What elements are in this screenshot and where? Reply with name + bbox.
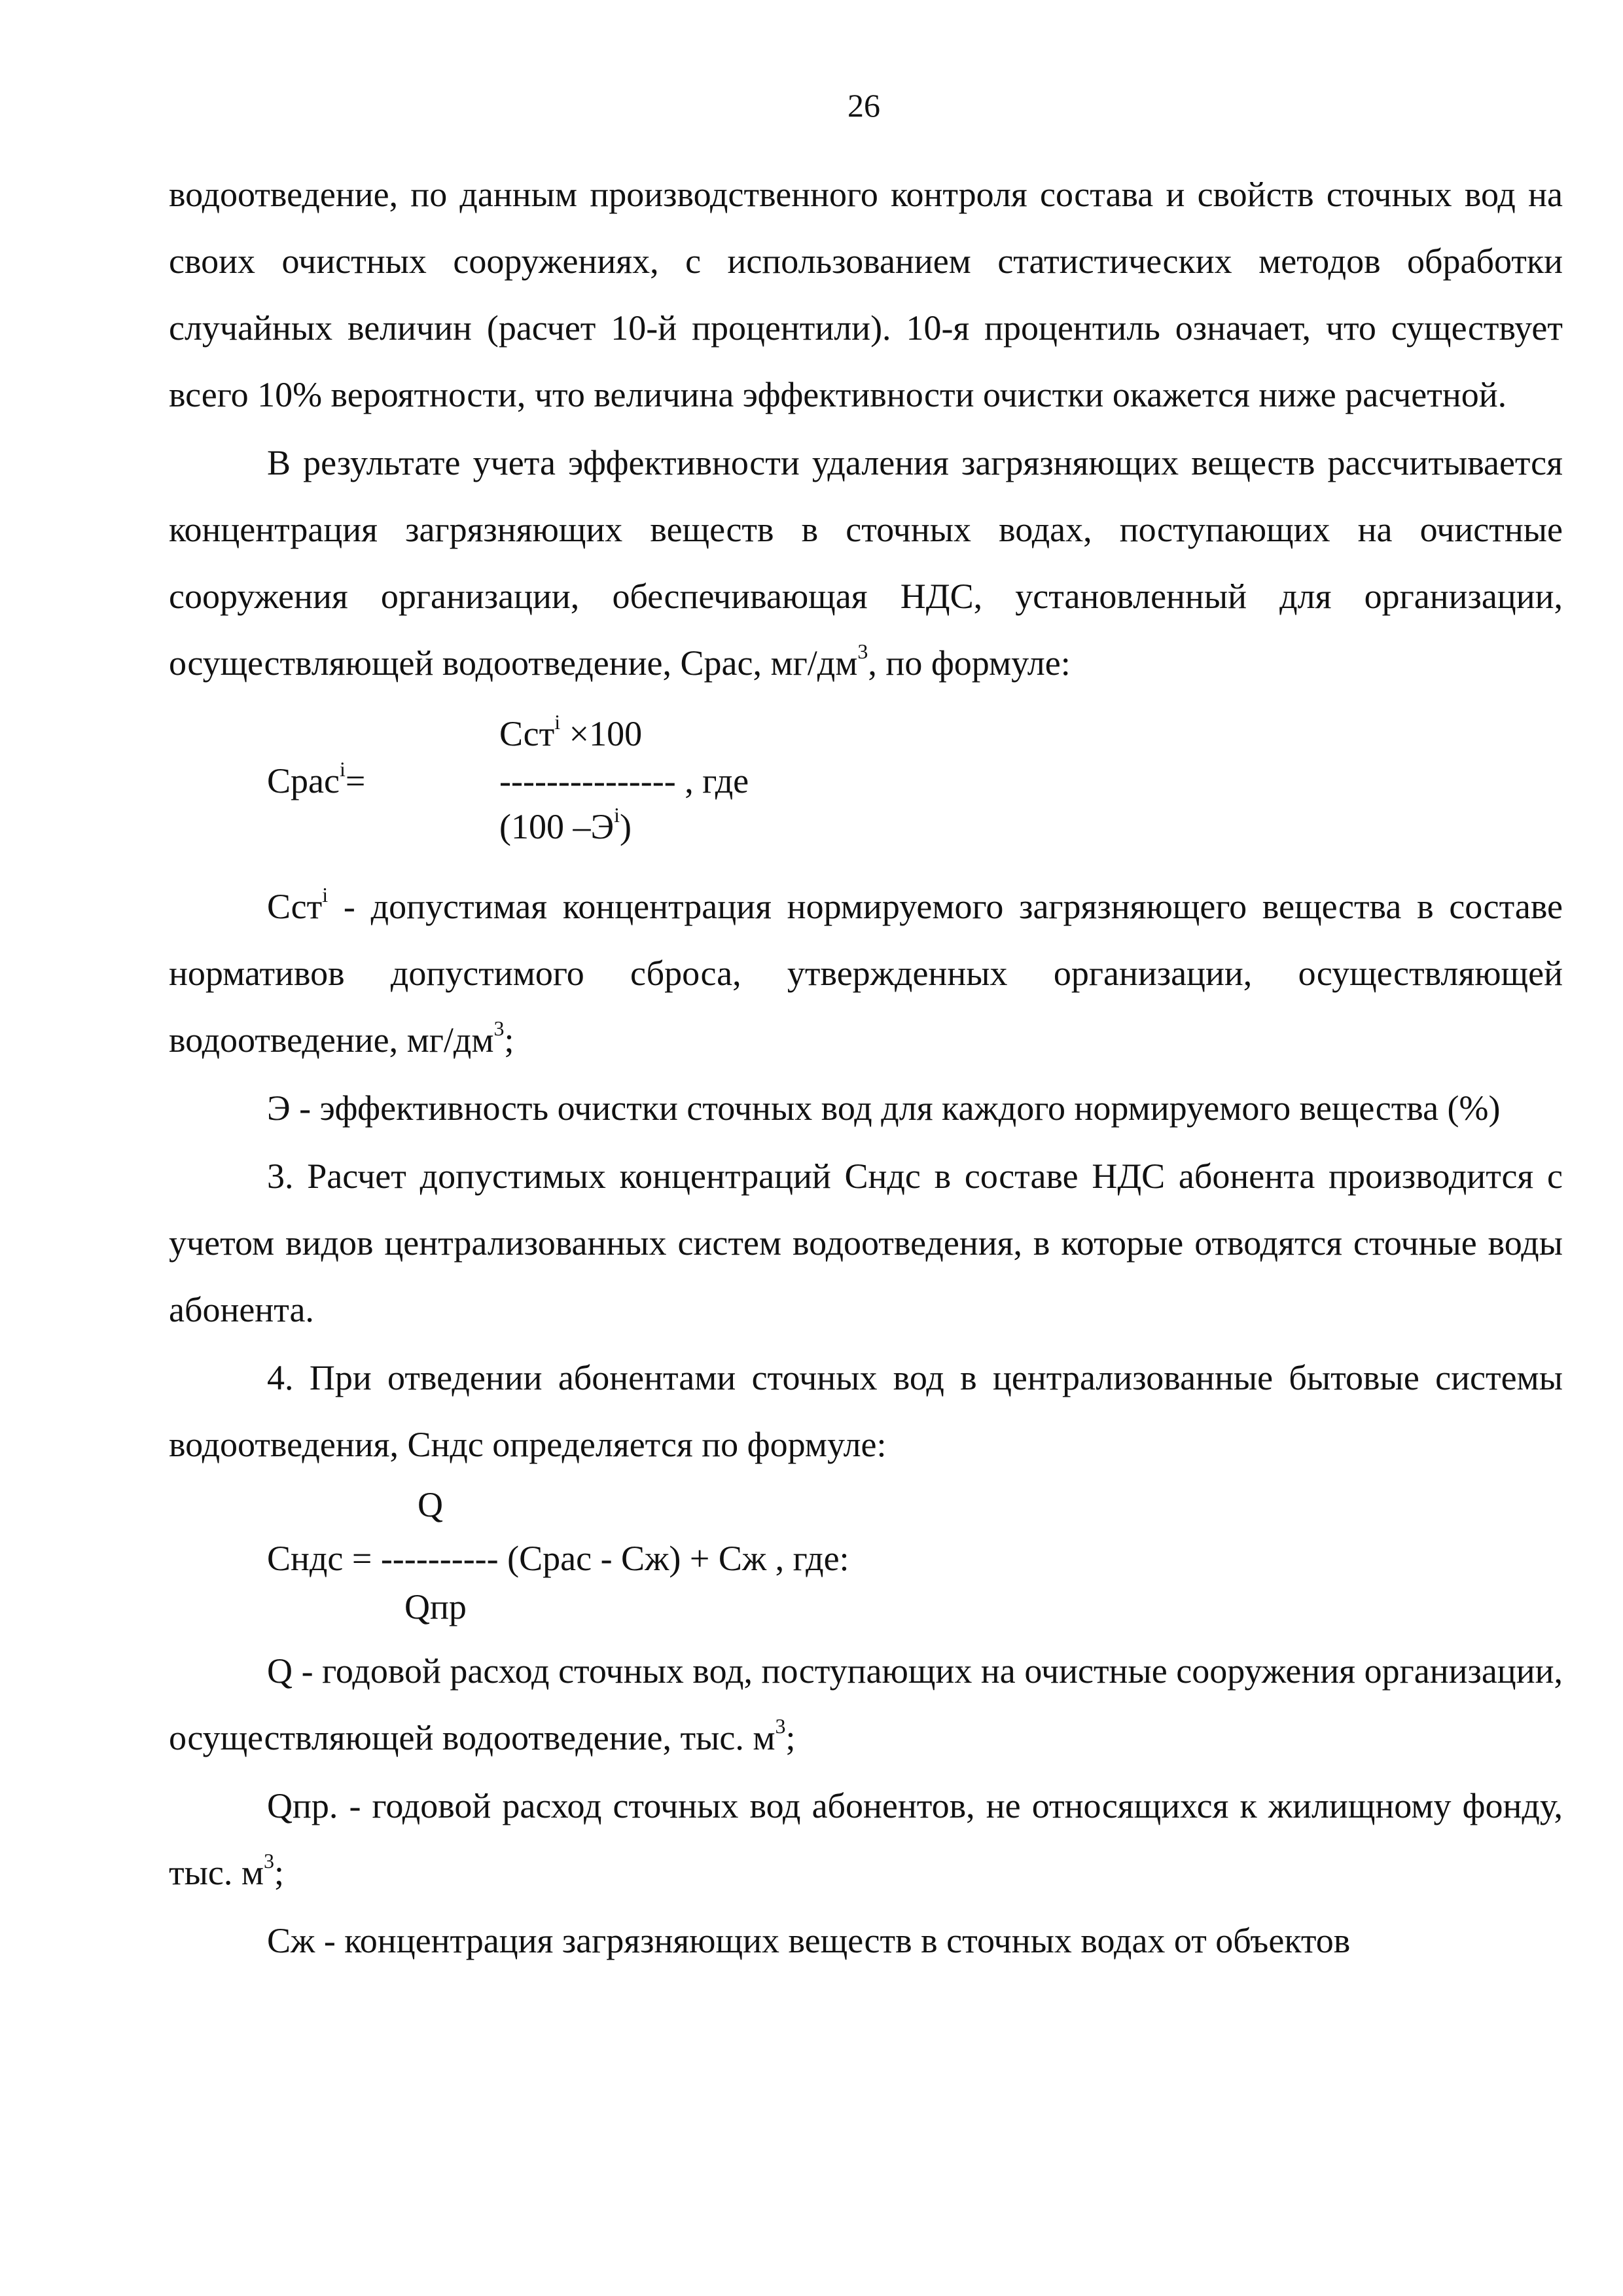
formula-main-line: Сндс = ---------- (Срас - Сж) + Сж , где: (267, 1539, 849, 1578)
paragraph-text: водоотведение, по данным производственного контроля состава и свойств сточных вод на своих очистных сооружениях, с использованием статистических методов обработки случайных величин (расчет 10-й процентили). 10-я процентиль означает, что существует всего 10% вероятности, что величина эффективности очистки окажется ниже расчетной. (169, 175, 1563, 414)
paragraph-text-tail: , по формуле: (868, 643, 1071, 683)
superscript: 3 (857, 639, 868, 663)
paragraph-definition-qpr: Qпр. - годовой расход сточных вод абонентов, не относящихся к жилищному фонду, тыс. $м^3$; (169, 1786, 1563, 1892)
paragraph-continuation (169, 161, 1563, 428)
formula-denominator: Qпр (404, 1587, 467, 1626)
paragraph-text: В результате учета эффективности удаления загрязняющих веществ рассчитывается концентрация загрязняющих веществ в сточных водах, поступающих на очистные сооружения организации, обеспечивающая НДС, установленный для организации, осуществляющей водоотведение, Срас, мг/дм (169, 443, 1563, 683)
paragraph-definition-q: Q - годовой расход сточных вод, поступающих на очистные сооружения организации, осуществляющей водоотведение, тыс. $м^3$; (169, 1651, 1563, 1757)
paragraph-definition-e: Э - эффективность очистки сточных вод для каждого нормируемого вещества (%) (267, 1088, 1501, 1128)
paragraph-item-4: 4. При отведении абонентами сточных вод в централизованные бытовые системы водоотведения, Сндс определяется по формуле: (169, 1358, 1563, 1464)
paragraph-item-3: 3. Расчет допустимых концентраций Сндс в составе НДС абонента производится с учетом видов централизованных систем водоотведения, в которые отводятся сточные воды абонента. (169, 1157, 1563, 1329)
page-body (169, 161, 1563, 1974)
formula-numerator: Сст$^i$ ×100 (499, 710, 643, 753)
formula-numerator: Q (418, 1485, 443, 1524)
formula-sndc (169, 1478, 1563, 1638)
paragraph-definition-sj: Сж - концентрация загрязняющих веществ в сточных водах от объектов (267, 1921, 1351, 1960)
formula-srac (169, 696, 1563, 873)
paragraph-definition-sst: Сст$^i$ - допустимая концентрация нормируемого загрязняющего вещества в составе нормативов допустимого сброса, утвержденных организации, осуществляющей водоотведение, $мг/дм^3$; (169, 883, 1563, 1060)
paragraph-calculation-intro (169, 429, 1563, 696)
formula-fraction-line: --------------- , где (499, 761, 749, 800)
page-number: 26 (847, 87, 880, 124)
formula-denominator: (100 $-Э^i$) (499, 803, 632, 846)
formula-label: Срас$^i$= (267, 757, 366, 800)
